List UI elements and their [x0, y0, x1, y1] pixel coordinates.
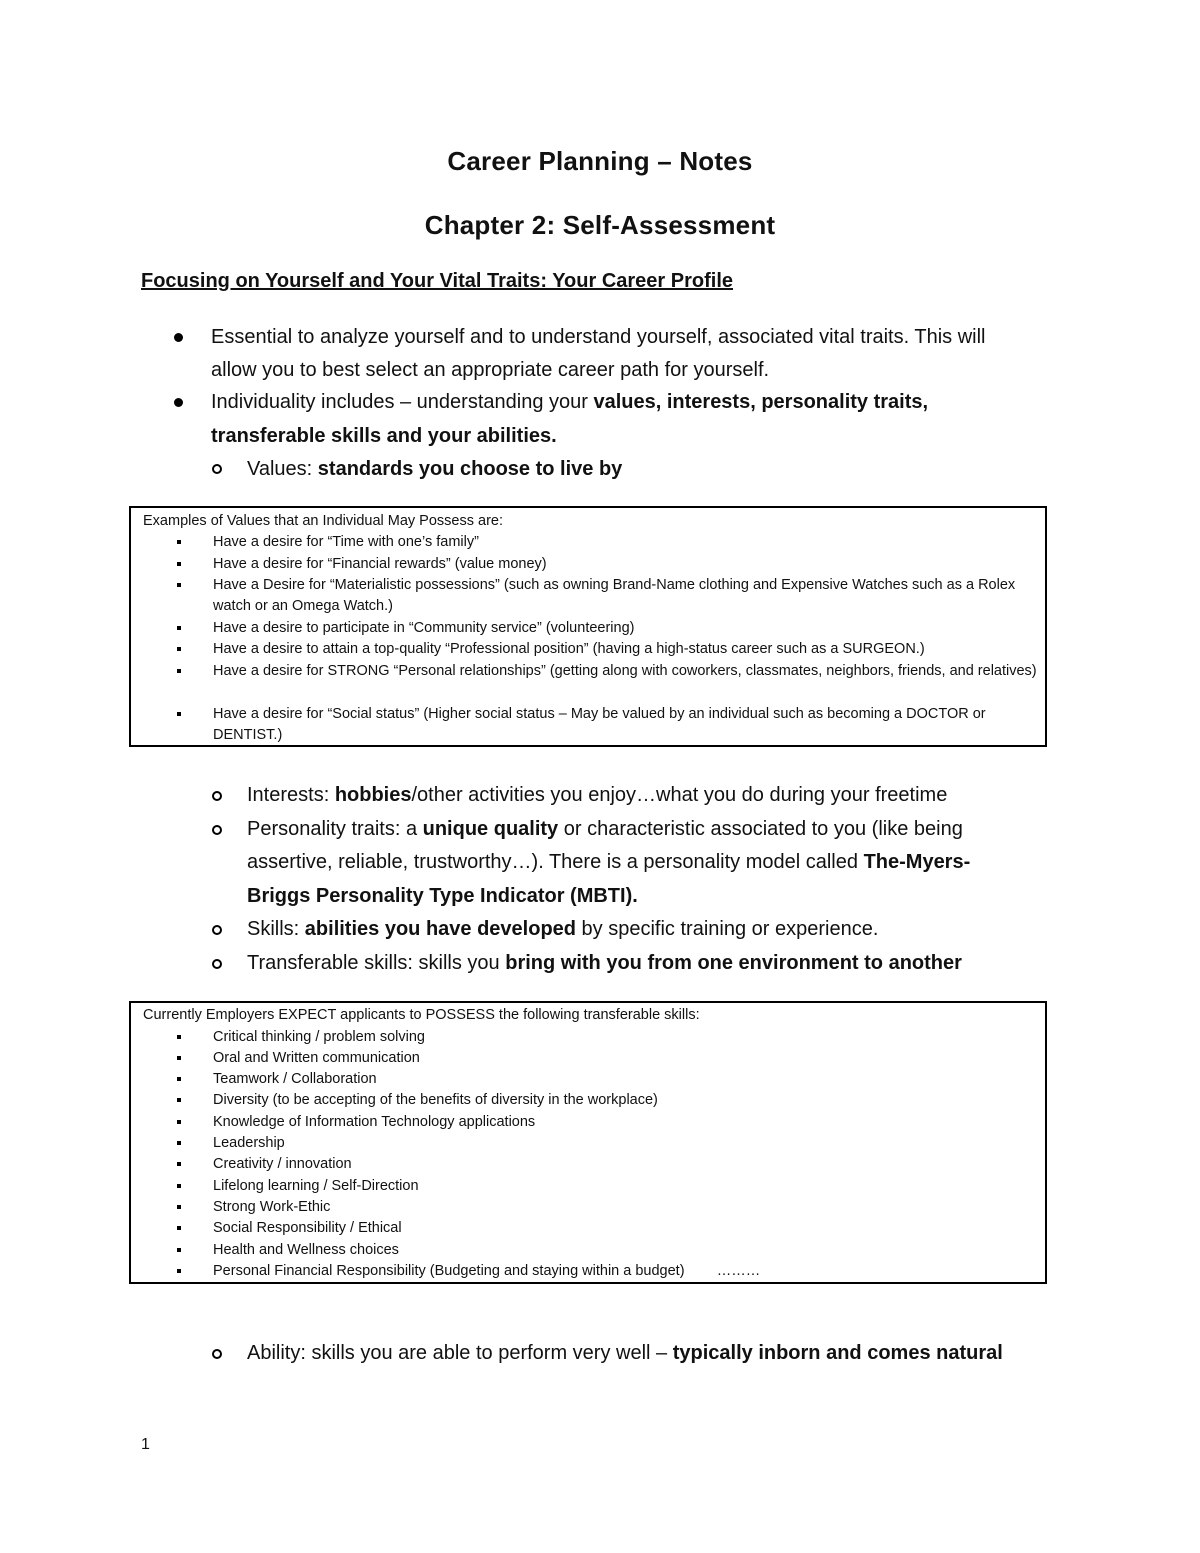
square-bullet-icon	[177, 1205, 181, 1209]
bullet-1-line-1: Essential to analyze yourself and to understand yourself, associated vital traits. This will	[211, 326, 986, 348]
list-item-text: Have a Desire for “Materialistic possessions” (such as owning Brand-Name clothing and Expensive Watches such as a Rolex watch or an Omega Watch.)	[213, 577, 1016, 615]
list-item-text: Lifelong learning / Self-Direction	[213, 1178, 419, 1194]
values-item	[247, 456, 622, 482]
personality-line-2-text: assertive, reliable, trustworthy…). There is a personality model called	[247, 851, 864, 873]
personality-line-3: Briggs Personality Type Indicator (MBTI).	[247, 885, 638, 907]
values-label: Values:	[247, 458, 318, 480]
values-definition: standards you choose to live by	[317, 458, 623, 480]
square-bullet-icon	[177, 1184, 181, 1188]
list-item-text: Have a desire for “Social status” (Higher social status – May be valued by an individual such as becoming a DOCTOR or DENTIST.)	[213, 706, 986, 744]
list-item-text: Personal Financial Responsibility (Budgeting and staying within a budget) ………	[213, 1263, 761, 1279]
personality-rest: or characteristic associated to you (like being	[558, 818, 963, 840]
interests-rest: /other activities you enjoy…what you do during your freetime	[411, 784, 948, 806]
square-bullet-icon	[177, 1141, 181, 1145]
list-item-text: Diversity (to be accepting of the benefits of diversity in the workplace)	[213, 1092, 658, 1108]
list-item-text: Teamwork / Collaboration	[213, 1071, 377, 1087]
interests-item	[247, 782, 947, 808]
transferable-label: Transferable skills: skills you	[247, 952, 506, 974]
bullet-dot-icon	[174, 398, 183, 407]
circle-bullet-icon	[212, 959, 222, 969]
ability-bold: typically inborn and comes natural	[672, 1342, 1003, 1364]
skills-rest: by specific training or experience.	[576, 918, 879, 940]
skills-label: Skills:	[247, 918, 305, 940]
interests-label: Interests:	[247, 784, 335, 806]
square-bullet-icon	[177, 626, 181, 630]
bullet-2-bold-text: values, interests, personality traits,	[593, 391, 929, 413]
circle-bullet-icon	[212, 791, 222, 801]
square-bullet-icon	[177, 540, 181, 544]
ability-item	[247, 1340, 1003, 1366]
page-title: Career Planning – Notes	[447, 146, 753, 176]
square-bullet-icon	[177, 647, 181, 651]
personality-line-1	[247, 816, 963, 842]
square-bullet-icon	[177, 1162, 181, 1166]
values-box-header: Examples of Values that an Individual May Possess are:	[143, 513, 504, 529]
list-item-text: Have a desire for “Time with one’s family”	[213, 534, 479, 550]
personality-line-2-bold: The-Myers-	[863, 851, 971, 873]
transferable-item	[247, 950, 962, 976]
square-bullet-icon	[177, 562, 181, 566]
square-bullet-icon	[177, 583, 181, 587]
square-bullet-icon	[177, 1226, 181, 1230]
values-examples-box	[129, 506, 1047, 747]
list-item-text: Oral and Written communication	[213, 1050, 420, 1066]
interests-bold: hobbies	[334, 784, 412, 806]
list-item-text: Leadership	[213, 1135, 285, 1151]
section-heading: Focusing on Yourself and Your Vital Traits: Your Career Profile	[141, 270, 733, 292]
list-item-text: Have a desire for “Financial rewards” (value money)	[213, 556, 547, 572]
list-item-text: Health and Wellness choices	[213, 1242, 399, 1258]
bullet-2-line-1	[211, 389, 928, 415]
square-bullet-icon	[177, 1098, 181, 1102]
square-bullet-icon	[177, 1056, 181, 1060]
square-bullet-icon	[177, 1269, 181, 1273]
square-bullet-icon	[177, 1248, 181, 1252]
skills-item	[247, 916, 878, 942]
list-item-text: Knowledge of Information Technology applications	[213, 1114, 536, 1130]
circle-bullet-icon	[212, 825, 222, 835]
circle-bullet-icon	[212, 925, 222, 935]
bullet-1-line-2: allow you to best select an appropriate career path for yourself.	[211, 359, 770, 381]
list-item-text: Social Responsibility / Ethical	[213, 1220, 402, 1236]
list-item-text: Strong Work-Ethic	[213, 1199, 331, 1215]
square-bullet-icon	[177, 1120, 181, 1124]
transferable-skills-box	[129, 1001, 1047, 1284]
skills-box-header: Currently Employers EXPECT applicants to POSSESS the following transferable skills:	[143, 1007, 700, 1023]
square-bullet-icon	[177, 669, 181, 673]
list-item-text: Critical thinking / problem solving	[213, 1029, 425, 1045]
chapter-title: Chapter 2: Self-Assessment	[424, 210, 776, 240]
circle-bullet-icon	[212, 1349, 222, 1359]
personality-label: Personality traits: a	[247, 818, 423, 840]
square-bullet-icon	[177, 1077, 181, 1081]
list-item-text: Have a desire to participate in “Community service” (volunteering)	[213, 620, 635, 636]
square-bullet-icon	[177, 712, 181, 716]
circle-bullet-icon	[212, 464, 222, 474]
list-item-text: Have a desire to attain a top-quality “Professional position” (having a high-status career such as a SURGEON.)	[213, 641, 925, 657]
personality-bold: unique quality	[422, 818, 559, 840]
list-item-text: Creativity / innovation	[213, 1156, 352, 1172]
personality-line-2	[247, 849, 970, 875]
list-item-text: Have a desire for STRONG “Personal relationships” (getting along with coworkers, classmates, neighbors, friends, and relatives)	[213, 663, 1037, 679]
page-number: 1	[141, 1436, 150, 1453]
bullet-2-line-2: transferable skills and your abilities.	[211, 425, 557, 447]
skills-bold: abilities you have developed	[304, 918, 576, 940]
ability-label: Ability: skills you are able to perform very well –	[247, 1342, 673, 1364]
bullet-2-text: Individuality includes – understanding your	[211, 391, 594, 413]
square-bullet-icon	[177, 1035, 181, 1039]
transferable-bold: bring with you from one environment to another	[505, 952, 962, 974]
bullet-dot-icon	[174, 333, 183, 342]
